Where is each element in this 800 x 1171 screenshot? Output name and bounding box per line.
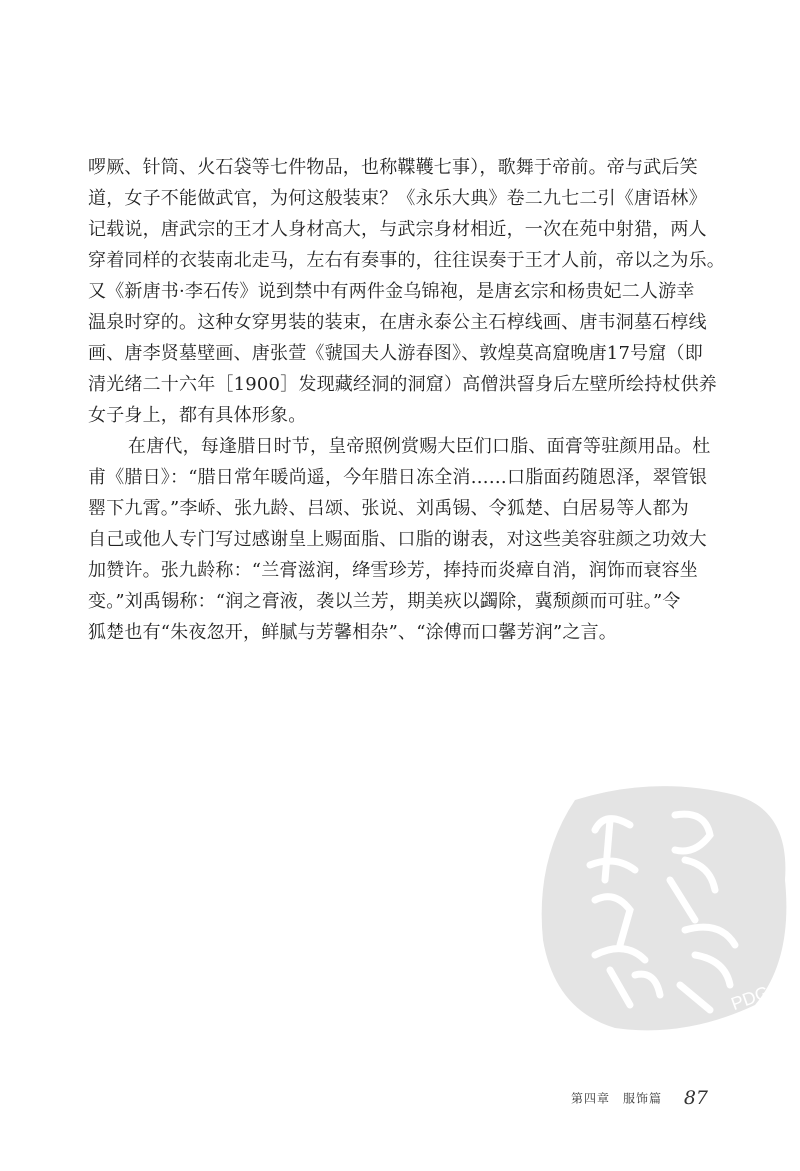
paragraph-line: 画、唐李贤墓壁画、唐张萱《虢国夫人游春图》、敦煌莫高窟晚唐17号窟（即 [88, 343, 703, 364]
watermark-label: PDG [728, 982, 772, 1015]
paragraph-2 [88, 431, 728, 648]
paragraph-line: 啰厥、针筒、火石袋等七件物品，也称鞢韄七事），歌舞于帝前。帝与武后笑 [88, 157, 698, 178]
page-number: 87 [683, 1087, 708, 1109]
paragraph-line: 罂下九霄。”李峤、张九龄、吕颂、张说、刘禹锡、令狐楚、白居易等人都为 [88, 498, 689, 519]
paragraph-line: 加赞许。张九龄称：“兰膏滋润，绛雪珍芳，捧持而炎瘴自消，润饰而衰容坐 [88, 560, 698, 581]
paragraph-line: 变。”刘禹锡称：“润之膏液，袭以兰芳，期美疢以蠲除，冀颓颜而可驻。”令 [88, 591, 681, 612]
paragraph-1 [88, 152, 728, 431]
paragraph-line: 甫《腊日》：“腊日常年暖尚遥，今年腊日冻全消……口脂面药随恩泽，翠管银 [88, 467, 708, 488]
paragraph-line: 温泉时穿的。这种女穿男装的装束，在唐永泰公主石椁线画、唐韦洞墓石椁线 [88, 312, 707, 333]
page-footer [571, 1087, 708, 1111]
paragraph-line: 记载说，唐武宗的王才人身材高大，与武宗身材相近，一次在苑中射猎，两人 [88, 219, 707, 240]
paragraph-line: 自己或他人专门写过感谢皇上赐面脂、口脂的谢表，对这些美容驻颜之功效大 [88, 529, 707, 550]
paragraph-line: 清光绪二十六年［1900］发现藏经洞的洞窟）高僧洪䛒身后左壁所绘持杖供养 [88, 374, 718, 395]
running-footer-chapter: 第四章 服饰篇 [570, 1091, 662, 1106]
paragraph-line: 在唐代，每逢腊日时节，皇帝照例赏赐大臣们口脂、面膏等驻颜用品。杜 [128, 436, 711, 457]
paragraph-line: 狐楚也有“朱夜忽开，鲜腻与芳馨相杂”、“涂傅而口馨芳润”之言。 [88, 622, 618, 643]
paragraph-line: 又《新唐书·李石传》说到禁中有两件金乌锦袍，是唐玄宗和杨贵妃二人游幸 [88, 281, 695, 302]
paragraph-line: 道，女子不能做武官，为何这般装束？《永乐大典》卷二九七二引《唐语林》 [88, 188, 707, 209]
paragraph-line: 女子身上，都有具体形象。 [88, 405, 307, 426]
paragraph-line: 穿着同样的衣装南北走马，左右有奏事的，往往误奏于王才人前，帝以之为乐。 [88, 250, 725, 271]
watermark-seal [535, 770, 795, 1040]
body-text [88, 152, 728, 648]
